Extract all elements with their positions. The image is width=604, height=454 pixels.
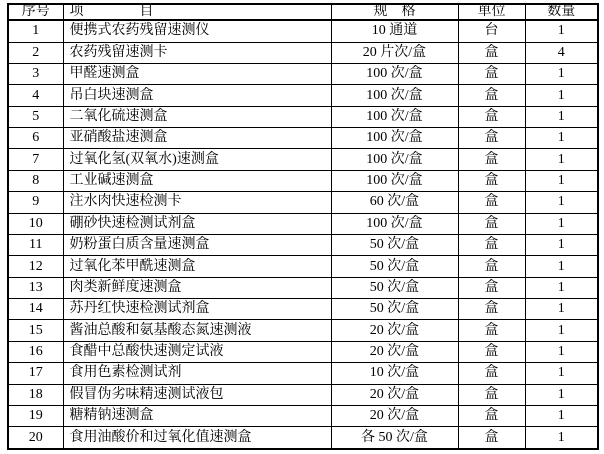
header-item: 项 目	[63, 4, 331, 20]
spec-cell: 100 次/盒	[331, 149, 458, 170]
spec-cell: 20 片次/盒	[331, 42, 458, 63]
serial-number-cell: 12	[8, 256, 63, 277]
quantity-cell: 1	[525, 106, 598, 127]
serial-number-cell: 3	[8, 63, 63, 84]
table-body	[8, 20, 598, 449]
table-row	[8, 85, 598, 106]
unit-cell: 盒	[458, 170, 525, 191]
spec-cell: 20 次/盒	[331, 341, 458, 362]
table-row	[8, 192, 598, 213]
table-row	[8, 384, 598, 405]
item-name-cell: 肉类新鲜度速测盒	[63, 277, 331, 298]
spec-cell: 100 次/盒	[331, 63, 458, 84]
quantity-cell: 1	[525, 63, 598, 84]
unit-cell: 盒	[458, 299, 525, 320]
unit-cell: 盒	[458, 384, 525, 405]
unit-cell: 盒	[458, 85, 525, 106]
spec-cell: 20 次/盒	[331, 384, 458, 405]
quantity-cell: 1	[525, 277, 598, 298]
item-name-cell: 糖精钠速测盒	[63, 405, 331, 426]
quantity-cell: 1	[525, 256, 598, 277]
spec-cell: 各 50 次/盒	[331, 427, 458, 449]
quantity-cell: 1	[525, 363, 598, 384]
spec-cell: 50 次/盒	[331, 299, 458, 320]
unit-cell: 盒	[458, 42, 525, 63]
item-name-cell: 工业碱速测盒	[63, 170, 331, 191]
unit-cell: 盒	[458, 192, 525, 213]
serial-number-cell: 17	[8, 363, 63, 384]
spec-cell: 50 次/盒	[331, 277, 458, 298]
header-spec: 规 格	[331, 4, 458, 20]
spec-cell: 100 次/盒	[331, 213, 458, 234]
serial-number-cell: 16	[8, 341, 63, 362]
spec-cell: 60 次/盒	[331, 192, 458, 213]
item-name-cell: 假冒伪劣味精速测试液包	[63, 384, 331, 405]
serial-number-cell: 2	[8, 42, 63, 63]
quantity-cell: 1	[525, 213, 598, 234]
serial-number-cell: 20	[8, 427, 63, 449]
quantity-cell: 1	[525, 85, 598, 106]
spec-cell: 100 次/盒	[331, 128, 458, 149]
spec-cell: 20 次/盒	[331, 405, 458, 426]
table-row	[8, 320, 598, 341]
table-row	[8, 128, 598, 149]
quantity-cell: 1	[525, 427, 598, 449]
serial-number-cell: 13	[8, 277, 63, 298]
quantity-cell: 1	[525, 320, 598, 341]
serial-number-cell: 11	[8, 234, 63, 255]
unit-cell: 盒	[458, 341, 525, 362]
quantity-cell: 1	[525, 170, 598, 191]
item-name-cell: 食用油酸价和过氧化值速测盒	[63, 427, 331, 449]
quantity-cell: 1	[525, 405, 598, 426]
table-row	[8, 63, 598, 84]
unit-cell: 盒	[458, 405, 525, 426]
serial-number-cell: 19	[8, 405, 63, 426]
unit-cell: 盒	[458, 213, 525, 234]
equipment-list-table	[7, 3, 599, 450]
quantity-cell: 1	[525, 234, 598, 255]
serial-number-cell: 4	[8, 85, 63, 106]
header-unit: 单位	[458, 4, 525, 20]
unit-cell: 盒	[458, 106, 525, 127]
table-row	[8, 363, 598, 384]
serial-number-cell: 7	[8, 149, 63, 170]
unit-cell: 盒	[458, 149, 525, 170]
spec-cell: 10 通道	[331, 20, 458, 42]
table-row	[8, 149, 598, 170]
item-name-cell: 注水肉快速检测卡	[63, 192, 331, 213]
table-row	[8, 299, 598, 320]
table-row	[8, 341, 598, 362]
spec-cell: 50 次/盒	[331, 234, 458, 255]
spec-cell: 20 次/盒	[331, 320, 458, 341]
serial-number-cell: 14	[8, 299, 63, 320]
unit-cell: 盒	[458, 363, 525, 384]
item-name-cell: 亚硝酸盐速测盒	[63, 128, 331, 149]
item-name-cell: 农药残留速测卡	[63, 42, 331, 63]
serial-number-cell: 18	[8, 384, 63, 405]
spec-cell: 100 次/盒	[331, 170, 458, 191]
serial-number-cell: 1	[8, 20, 63, 42]
quantity-cell: 1	[525, 192, 598, 213]
item-name-cell: 奶粉蛋白质含量速测盒	[63, 234, 331, 255]
table-row	[8, 213, 598, 234]
item-name-cell: 酱油总酸和氨基酸态氮速测液	[63, 320, 331, 341]
unit-cell: 盒	[458, 320, 525, 341]
item-name-cell: 吊白块速测盒	[63, 85, 331, 106]
item-name-cell: 过氧化氢(双氧水)速测盒	[63, 149, 331, 170]
quantity-cell: 1	[525, 20, 598, 42]
unit-cell: 盒	[458, 427, 525, 449]
spec-cell: 50 次/盒	[331, 256, 458, 277]
quantity-cell: 1	[525, 384, 598, 405]
item-name-cell: 甲醛速测盒	[63, 63, 331, 84]
unit-cell: 盒	[458, 277, 525, 298]
unit-cell: 盒	[458, 128, 525, 149]
spec-cell: 10 次/盒	[331, 363, 458, 384]
spec-cell: 100 次/盒	[331, 106, 458, 127]
unit-cell: 台	[458, 20, 525, 42]
item-name-cell: 便携式农药残留速测仪	[63, 20, 331, 42]
item-name-cell: 硼砂快速检测试剂盒	[63, 213, 331, 234]
serial-number-cell: 6	[8, 128, 63, 149]
table-row	[8, 42, 598, 63]
serial-number-cell: 10	[8, 213, 63, 234]
quantity-cell: 1	[525, 341, 598, 362]
quantity-cell: 1	[525, 299, 598, 320]
unit-cell: 盒	[458, 63, 525, 84]
serial-number-cell: 9	[8, 192, 63, 213]
item-name-cell: 过氧化苯甲酰速测盒	[63, 256, 331, 277]
quantity-cell: 1	[525, 149, 598, 170]
serial-number-cell: 15	[8, 320, 63, 341]
quantity-cell: 1	[525, 128, 598, 149]
quantity-cell: 4	[525, 42, 598, 63]
table-row	[8, 106, 598, 127]
unit-cell: 盒	[458, 256, 525, 277]
table-row	[8, 256, 598, 277]
serial-number-cell: 5	[8, 106, 63, 127]
item-name-cell: 食醋中总酸快速测定试液	[63, 341, 331, 362]
unit-cell: 盒	[458, 234, 525, 255]
header-quantity: 数量	[525, 4, 598, 20]
item-name-cell: 食用色素检测试剂	[63, 363, 331, 384]
table-row	[8, 170, 598, 191]
table-row	[8, 20, 598, 42]
item-name-cell: 二氧化硫速测盒	[63, 106, 331, 127]
serial-number-cell: 8	[8, 170, 63, 191]
spec-cell: 100 次/盒	[331, 85, 458, 106]
item-name-cell: 苏丹红快速检测试剂盒	[63, 299, 331, 320]
table-row	[8, 277, 598, 298]
table-row	[8, 427, 598, 449]
table-row	[8, 234, 598, 255]
header-row	[8, 4, 598, 20]
header-serial-number: 序号	[8, 4, 63, 20]
table-row	[8, 405, 598, 426]
